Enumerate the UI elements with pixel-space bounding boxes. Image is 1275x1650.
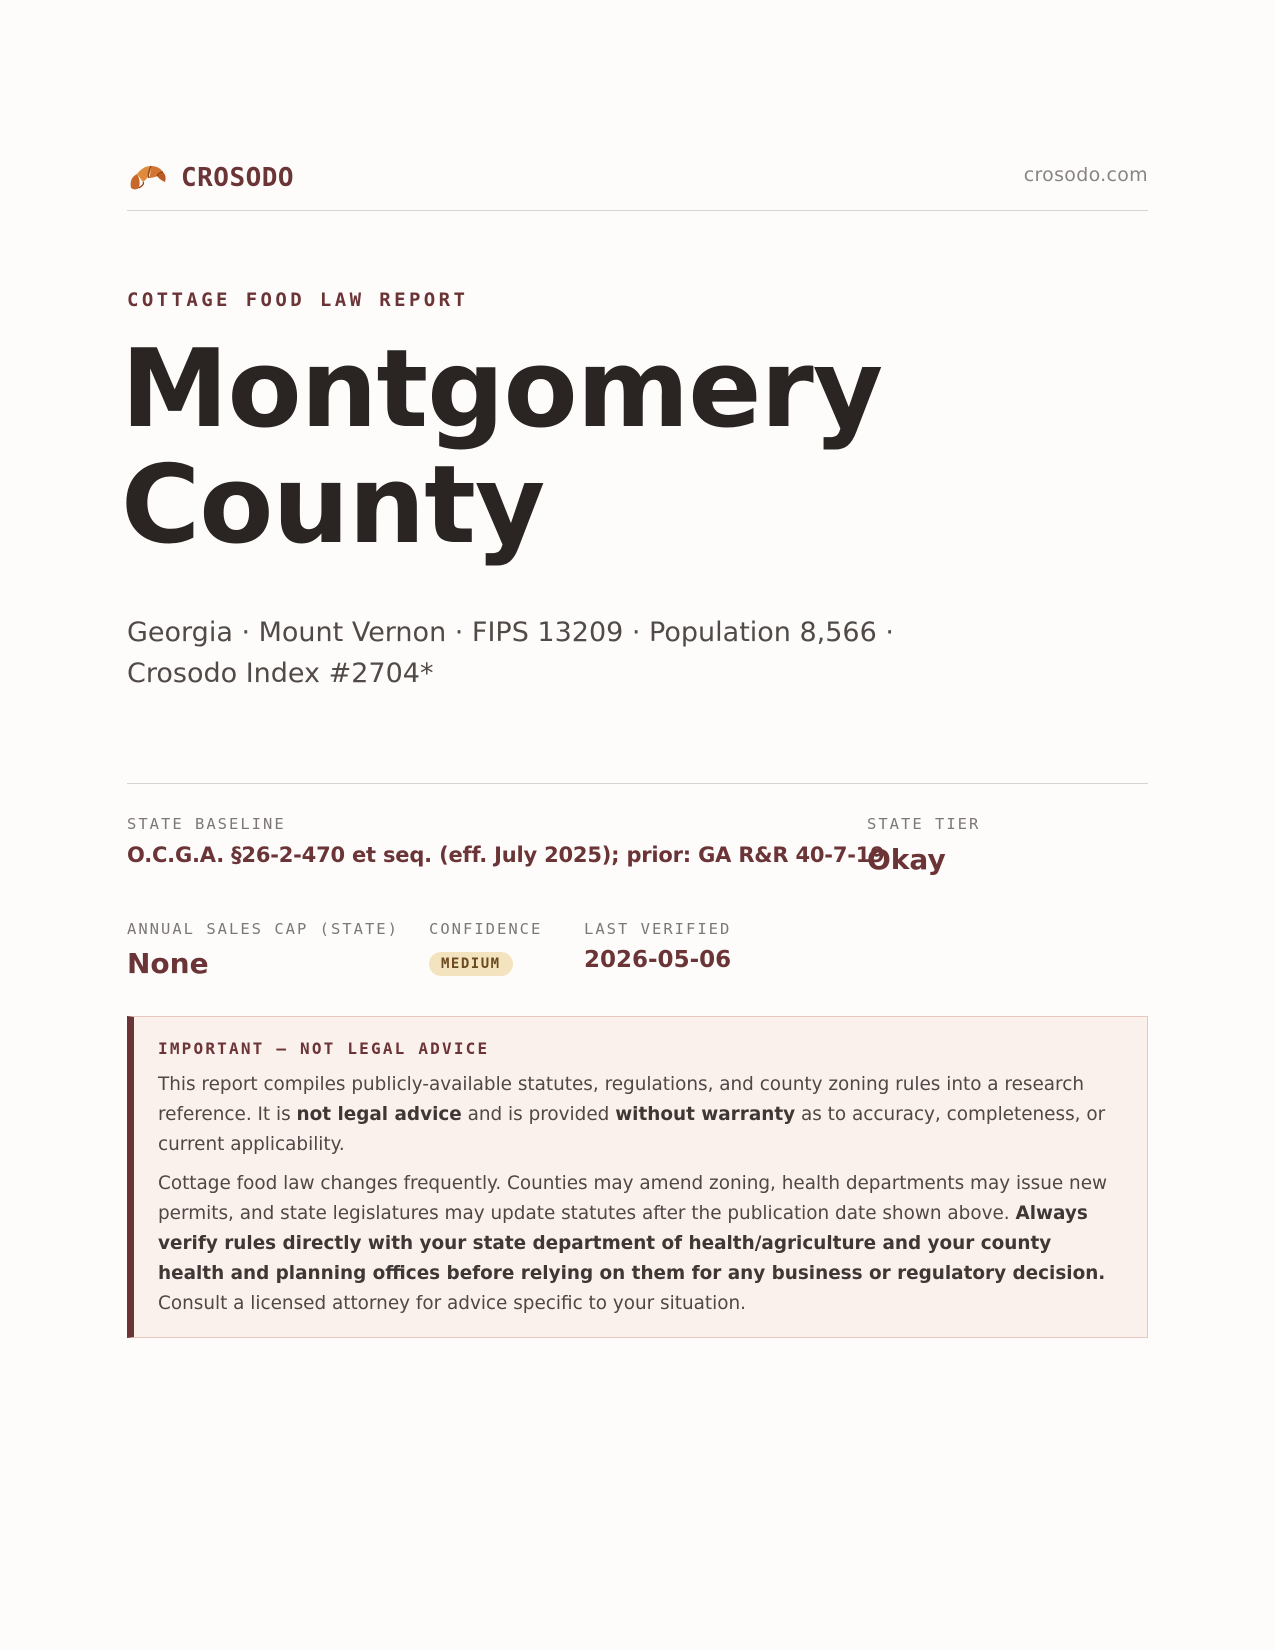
brand[interactable] [127, 158, 294, 198]
site-url-link[interactable]: crosodo.com [1023, 164, 1148, 186]
legal-disclaimer [127, 1016, 1148, 1338]
county-meta-line-1: Georgia · Mount Vernon · FIPS 13209 · Population 8,566 · [127, 617, 894, 648]
sales-cap-value: None [127, 947, 209, 980]
title-line-2: County [121, 443, 545, 568]
disclaimer-text: Cottage food law changes frequently. Counties may amend zoning, health departments may issue new permits, and state legislatures may update statutes after the publication date shown above. [158, 1173, 1108, 1224]
confidence-badge: MEDIUM [429, 952, 513, 976]
report-type-label: COTTAGE FOOD LAW REPORT [127, 289, 469, 311]
page-header [127, 158, 1148, 211]
state-baseline-value: O.C.G.A. §26-2-470 et seq. (eff. July 2025); prior: GA R&R 40-7-19 [127, 843, 885, 867]
disclaimer-title: IMPORTANT — NOT LEGAL ADVICE [158, 1039, 490, 1058]
disclaimer-paragraph-1 [158, 1070, 1123, 1160]
disclaimer-text: as to accuracy, completeness, or current applicability. [158, 1104, 1106, 1155]
disclaimer-text: and is provided [461, 1104, 616, 1125]
disclaimer-paragraph-2 [158, 1169, 1123, 1319]
disclaimer-emphasis: without warranty [615, 1104, 796, 1125]
county-meta [127, 612, 927, 694]
brand-name: CROSODO [181, 163, 295, 193]
disclaimer-emphasis: not legal advice [296, 1104, 462, 1125]
state-tier-value: Okay [867, 843, 946, 876]
county-meta-line-2: Crosodo Index #2704* [127, 658, 434, 689]
title-line-1: Montgomery [121, 327, 883, 452]
last-verified-label: LAST VERIFIED [584, 920, 732, 938]
page-title [121, 327, 1021, 568]
last-verified-value: 2026-05-06 [584, 947, 732, 973]
sales-cap [127, 920, 399, 980]
confidence [429, 920, 542, 976]
last-verified [584, 920, 731, 973]
section-divider [127, 783, 1148, 784]
report-page [121, 0, 1148, 1650]
croissant-icon [127, 158, 169, 198]
state-baseline-label: STATE BASELINE [127, 815, 286, 833]
state-baseline [127, 815, 885, 867]
confidence-label: CONFIDENCE [429, 920, 543, 938]
disclaimer-emphasis: Always verify rules directly with your state department of health/agriculture and your county health and planning offices before relying on them for any business or regulatory decision. [158, 1203, 1106, 1284]
disclaimer-text: Consult a licensed attorney for advice specific to your situation. [158, 1293, 746, 1314]
disclaimer-text: This report compiles publicly-available statutes, regulations, and county zoning rules into a research reference. It is [158, 1074, 1084, 1125]
sales-cap-label: ANNUAL SALES CAP (STATE) [127, 920, 399, 938]
state-tier [867, 815, 980, 876]
state-tier-label: STATE TIER [867, 815, 981, 833]
